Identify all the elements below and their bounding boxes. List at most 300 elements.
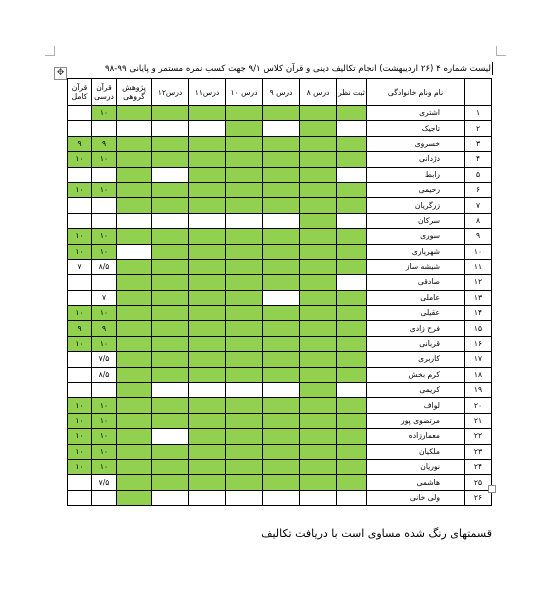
cell-quran-kamel[interactable]: [68, 383, 92, 398]
cell-sabt-nazar[interactable]: [337, 182, 367, 197]
cell-dars11[interactable]: [189, 413, 226, 428]
table-row: [68, 213, 492, 228]
cell-dars9[interactable]: [263, 352, 300, 367]
cell-dars12[interactable]: [152, 275, 189, 290]
student-name-cell[interactable]: ملکیان: [367, 444, 465, 459]
student-name-cell[interactable]: سرکان: [367, 213, 465, 228]
cell-dars11[interactable]: [189, 106, 226, 121]
cell-sabt-nazar[interactable]: [337, 444, 367, 459]
cell-dars8[interactable]: [300, 106, 337, 121]
table-row: [68, 106, 492, 121]
student-name-cell[interactable]: لواف: [367, 398, 465, 413]
cell-dars9[interactable]: [263, 429, 300, 444]
cell-quran-kamel[interactable]: ۱۰: [68, 182, 92, 197]
cell-dars9[interactable]: [263, 398, 300, 413]
row-number-cell[interactable]: ۱۲: [465, 275, 492, 290]
cell-sabt-nazar[interactable]: [337, 352, 367, 367]
cell-sabt-nazar[interactable]: [337, 275, 367, 290]
student-name-cell[interactable]: تاجیک: [367, 121, 465, 136]
cell-dars8[interactable]: [300, 121, 337, 136]
cell-sabt-nazar[interactable]: [337, 152, 367, 167]
cell-dars11[interactable]: [189, 259, 226, 274]
cell-dars12[interactable]: [152, 106, 189, 121]
cell-quran-kamel[interactable]: [68, 213, 92, 228]
cell-quran-kamel[interactable]: ۹: [68, 321, 92, 336]
student-name-cell[interactable]: ولی خانی: [367, 490, 465, 505]
cell-dars12[interactable]: [152, 352, 189, 367]
table-move-handle-icon[interactable]: ✥: [54, 67, 67, 80]
cell-pazhuhesh[interactable]: [117, 121, 152, 136]
cell-dars11[interactable]: [189, 367, 226, 382]
cell-pazhuhesh[interactable]: [117, 490, 152, 505]
student-name-cell[interactable]: نوریان: [367, 459, 465, 474]
cell-dars10[interactable]: [226, 352, 263, 367]
row-number-cell[interactable]: ۱۶: [465, 336, 492, 351]
cell-pazhuhesh[interactable]: [117, 136, 152, 151]
assignments-table[interactable]: [67, 78, 492, 506]
cell-quran-darsi[interactable]: ۷/۵: [92, 475, 117, 490]
cell-dars9[interactable]: [263, 259, 300, 274]
row-number-cell[interactable]: ۲۶: [465, 490, 492, 505]
cell-dars11[interactable]: [189, 198, 226, 213]
cell-sabt-nazar[interactable]: [337, 306, 367, 321]
cell-quran-kamel[interactable]: [68, 352, 92, 367]
cell-dars8[interactable]: [300, 459, 337, 474]
cell-dars10[interactable]: [226, 259, 263, 274]
cell-dars12[interactable]: [152, 229, 189, 244]
cell-pazhuhesh[interactable]: [117, 475, 152, 490]
cell-pazhuhesh[interactable]: [117, 459, 152, 474]
cell-pazhuhesh[interactable]: [117, 106, 152, 121]
cell-quran-kamel[interactable]: ۱۰: [68, 429, 92, 444]
row-number-cell[interactable]: ۱۸: [465, 367, 492, 382]
cell-dars9[interactable]: [263, 336, 300, 351]
cell-quran-darsi[interactable]: ۱۰: [92, 182, 117, 197]
cell-dars8[interactable]: [300, 475, 337, 490]
cell-dars9[interactable]: [263, 275, 300, 290]
row-number-cell[interactable]: ۶: [465, 182, 492, 197]
row-number-cell[interactable]: ۹: [465, 229, 492, 244]
student-name-cell[interactable]: خسروی: [367, 136, 465, 151]
cell-quran-darsi[interactable]: ۱۰: [92, 106, 117, 121]
cell-dars11[interactable]: [189, 136, 226, 151]
row-number-cell[interactable]: ۲۱: [465, 413, 492, 428]
cell-pazhuhesh[interactable]: [117, 198, 152, 213]
cell-quran-darsi[interactable]: [92, 490, 117, 505]
cell-sabt-nazar[interactable]: [337, 490, 367, 505]
row-number-cell[interactable]: ۲۲: [465, 429, 492, 444]
cell-dars9[interactable]: [263, 383, 300, 398]
cell-dars12[interactable]: [152, 244, 189, 259]
legend-note[interactable]: قسمتهای رنگ شده مساوی است با دریافت تکالیف: [261, 527, 492, 540]
student-name-cell[interactable]: هاشمی: [367, 475, 465, 490]
cell-dars11[interactable]: [189, 306, 226, 321]
cell-dars8[interactable]: [300, 152, 337, 167]
row-number-cell[interactable]: ۷: [465, 198, 492, 213]
cell-quran-darsi[interactable]: ۱۰: [92, 244, 117, 259]
cell-quran-kamel[interactable]: [68, 490, 92, 505]
cell-quran-darsi[interactable]: ۱۰: [92, 413, 117, 428]
cell-quran-kamel[interactable]: [68, 475, 92, 490]
table-row: [68, 367, 492, 382]
cell-dars10[interactable]: [226, 321, 263, 336]
cell-dars12[interactable]: [152, 136, 189, 151]
cell-dars8[interactable]: [300, 413, 337, 428]
cell-dars10[interactable]: [226, 398, 263, 413]
cell-dars8[interactable]: [300, 136, 337, 151]
cell-dars10[interactable]: [226, 459, 263, 474]
row-number-cell[interactable]: ۱۰: [465, 244, 492, 259]
cell-dars10[interactable]: [226, 198, 263, 213]
cell-sabt-nazar[interactable]: [337, 321, 367, 336]
cell-quran-kamel[interactable]: [68, 121, 92, 136]
cell-sabt-nazar[interactable]: [337, 429, 367, 444]
cell-dars12[interactable]: [152, 429, 189, 444]
row-number-cell[interactable]: ۲۰: [465, 398, 492, 413]
row-number-cell[interactable]: ۵: [465, 167, 492, 182]
cell-dars12[interactable]: [152, 475, 189, 490]
cell-dars12[interactable]: [152, 152, 189, 167]
cell-dars10[interactable]: [226, 336, 263, 351]
cell-pazhuhesh[interactable]: [117, 182, 152, 197]
student-name-cell[interactable]: قربانی: [367, 336, 465, 351]
cell-dars8[interactable]: [300, 398, 337, 413]
cell-dars12[interactable]: [152, 290, 189, 305]
cell-dars10[interactable]: [226, 290, 263, 305]
cell-dars9[interactable]: [263, 244, 300, 259]
cell-pazhuhesh[interactable]: [117, 429, 152, 444]
student-name-cell[interactable]: زرگریان: [367, 198, 465, 213]
cell-dars8[interactable]: [300, 290, 337, 305]
row-number-cell[interactable]: ۳: [465, 136, 492, 151]
cell-pazhuhesh[interactable]: [117, 229, 152, 244]
cell-pazhuhesh[interactable]: [117, 152, 152, 167]
cell-dars8[interactable]: [300, 429, 337, 444]
cell-dars8[interactable]: [300, 182, 337, 197]
cell-quran-kamel[interactable]: ۱۰: [68, 229, 92, 244]
cell-dars9[interactable]: [263, 152, 300, 167]
cell-dars8[interactable]: [300, 321, 337, 336]
cell-dars11[interactable]: [189, 429, 226, 444]
cell-sabt-nazar[interactable]: [337, 367, 367, 382]
cell-sabt-nazar[interactable]: [337, 106, 367, 121]
cell-pazhuhesh[interactable]: [117, 244, 152, 259]
cell-dars9[interactable]: [263, 106, 300, 121]
cell-quran-darsi[interactable]: ۱۰: [92, 306, 117, 321]
cell-dars11[interactable]: [189, 490, 226, 505]
cell-dars10[interactable]: [226, 475, 263, 490]
cell-dars8[interactable]: [300, 229, 337, 244]
cell-dars11[interactable]: [189, 244, 226, 259]
cell-pazhuhesh[interactable]: [117, 259, 152, 274]
cell-quran-kamel[interactable]: ۱۰: [68, 398, 92, 413]
cell-pazhuhesh[interactable]: [117, 306, 152, 321]
cell-dars8[interactable]: [300, 167, 337, 182]
row-number-cell[interactable]: ۱۴: [465, 306, 492, 321]
cell-sabt-nazar[interactable]: [337, 413, 367, 428]
cell-dars11[interactable]: [189, 275, 226, 290]
cell-dars12[interactable]: [152, 213, 189, 228]
cell-dars11[interactable]: [189, 383, 226, 398]
table-row: [68, 244, 492, 259]
cell-dars11[interactable]: [189, 459, 226, 474]
table-row: [68, 398, 492, 413]
cell-pazhuhesh[interactable]: [117, 398, 152, 413]
table-resize-handle[interactable]: [488, 485, 496, 493]
student-name-cell[interactable]: عقیلی: [367, 306, 465, 321]
cell-quran-kamel[interactable]: ۱۰: [68, 459, 92, 474]
cell-dars10[interactable]: [226, 275, 263, 290]
row-number-cell[interactable]: ۱۹: [465, 383, 492, 398]
cell-quran-kamel[interactable]: ۱۰: [68, 336, 92, 351]
cell-quran-kamel[interactable]: [68, 198, 92, 213]
cell-dars8[interactable]: [300, 198, 337, 213]
row-number-cell[interactable]: ۲۳: [465, 444, 492, 459]
cell-dars9[interactable]: [263, 367, 300, 382]
cell-dars11[interactable]: [189, 152, 226, 167]
cell-dars10[interactable]: [226, 136, 263, 151]
cell-dars10[interactable]: [226, 490, 263, 505]
page-margin-corner-top-left: [45, 46, 55, 56]
cell-quran-darsi[interactable]: ۱۰: [92, 152, 117, 167]
cell-dars11[interactable]: [189, 213, 226, 228]
cell-quran-darsi[interactable]: ۱۰: [92, 444, 117, 459]
cell-dars8[interactable]: [300, 367, 337, 382]
cell-quran-darsi[interactable]: ۱۰: [92, 336, 117, 351]
cell-quran-kamel[interactable]: ۷: [68, 259, 92, 274]
cell-quran-kamel[interactable]: [68, 275, 92, 290]
cell-dars12[interactable]: [152, 459, 189, 474]
cell-dars11[interactable]: [189, 398, 226, 413]
student-name-cell[interactable]: شیشه ساز: [367, 259, 465, 274]
cell-quran-darsi[interactable]: [92, 383, 117, 398]
student-name-cell[interactable]: مرتضوی پور: [367, 413, 465, 428]
cell-dars12[interactable]: [152, 398, 189, 413]
cell-pazhuhesh[interactable]: [117, 413, 152, 428]
cell-quran-darsi[interactable]: [92, 167, 117, 182]
student-name-cell[interactable]: شهریاری: [367, 244, 465, 259]
row-number-cell[interactable]: ۲۴: [465, 459, 492, 474]
cell-dars12[interactable]: [152, 367, 189, 382]
cell-quran-darsi[interactable]: [92, 275, 117, 290]
cell-dars8[interactable]: [300, 490, 337, 505]
cell-dars10[interactable]: [226, 383, 263, 398]
cell-dars10[interactable]: [226, 444, 263, 459]
cell-dars12[interactable]: [152, 336, 189, 351]
student-name-cell[interactable]: سوری: [367, 229, 465, 244]
cell-dars9[interactable]: [263, 490, 300, 505]
cell-quran-darsi[interactable]: [92, 121, 117, 136]
cell-sabt-nazar[interactable]: [337, 121, 367, 136]
cell-dars10[interactable]: [226, 106, 263, 121]
cell-dars8[interactable]: [300, 336, 337, 351]
cell-quran-kamel[interactable]: [68, 106, 92, 121]
row-number-cell[interactable]: ۱: [465, 106, 492, 121]
cell-dars9[interactable]: [263, 136, 300, 151]
cell-dars9[interactable]: [263, 413, 300, 428]
cell-pazhuhesh[interactable]: [117, 213, 152, 228]
cell-dars12[interactable]: [152, 321, 189, 336]
cell-sabt-nazar[interactable]: [337, 259, 367, 274]
cell-dars10[interactable]: [226, 367, 263, 382]
row-number-cell[interactable]: ۲۵: [465, 475, 492, 490]
cell-dars12[interactable]: [152, 182, 189, 197]
student-name-cell[interactable]: کریمی: [367, 383, 465, 398]
cell-dars11[interactable]: [189, 167, 226, 182]
cell-sabt-nazar[interactable]: [337, 198, 367, 213]
cell-dars11[interactable]: [189, 444, 226, 459]
cell-quran-darsi[interactable]: ۱۰: [92, 229, 117, 244]
cell-quran-darsi[interactable]: [92, 198, 117, 213]
student-name-cell[interactable]: دژدانی: [367, 152, 465, 167]
cell-pazhuhesh[interactable]: [117, 275, 152, 290]
student-name-cell[interactable]: معمارزاده: [367, 429, 465, 444]
cell-dars8[interactable]: [300, 306, 337, 321]
cell-dars10[interactable]: [226, 244, 263, 259]
cell-quran-darsi[interactable]: [92, 213, 117, 228]
cell-dars11[interactable]: [189, 321, 226, 336]
cell-sabt-nazar[interactable]: [337, 229, 367, 244]
cell-quran-kamel[interactable]: ۹: [68, 136, 92, 151]
cell-dars9[interactable]: [263, 167, 300, 182]
cell-dars9[interactable]: [263, 459, 300, 474]
row-number-cell[interactable]: ۸: [465, 213, 492, 228]
cell-quran-darsi[interactable]: ۸/۵: [92, 259, 117, 274]
cell-dars8[interactable]: [300, 352, 337, 367]
table-row: [68, 229, 492, 244]
cell-quran-darsi[interactable]: ۸/۵: [92, 367, 117, 382]
cell-sabt-nazar[interactable]: [337, 398, 367, 413]
cell-dars9[interactable]: [263, 121, 300, 136]
cell-dars8[interactable]: [300, 259, 337, 274]
student-name-cell[interactable]: کرم بخش: [367, 367, 465, 382]
cell-pazhuhesh[interactable]: [117, 383, 152, 398]
cell-dars9[interactable]: [263, 182, 300, 197]
cell-quran-kamel[interactable]: ۱۰: [68, 444, 92, 459]
cell-dars8[interactable]: [300, 244, 337, 259]
cell-dars9[interactable]: [263, 321, 300, 336]
cell-quran-kamel[interactable]: ۱۰: [68, 306, 92, 321]
cell-dars9[interactable]: [263, 290, 300, 305]
cell-sabt-nazar[interactable]: [337, 336, 367, 351]
student-name-cell[interactable]: کاربری: [367, 352, 465, 367]
cell-dars12[interactable]: [152, 413, 189, 428]
cell-dars12[interactable]: [152, 306, 189, 321]
cell-dars11[interactable]: [189, 121, 226, 136]
cell-quran-kamel[interactable]: ۱۰: [68, 244, 92, 259]
cell-dars8[interactable]: [300, 444, 337, 459]
cell-dars8[interactable]: [300, 275, 337, 290]
cell-dars12[interactable]: [152, 167, 189, 182]
cell-quran-kamel[interactable]: ۱۰: [68, 413, 92, 428]
cell-pazhuhesh[interactable]: [117, 336, 152, 351]
cell-pazhuhesh[interactable]: [117, 290, 152, 305]
row-number-cell[interactable]: ۱۵: [465, 321, 492, 336]
cell-dars9[interactable]: [263, 198, 300, 213]
cell-dars9[interactable]: [263, 306, 300, 321]
student-name-cell[interactable]: رابط: [367, 167, 465, 182]
cell-sabt-nazar[interactable]: [337, 244, 367, 259]
cell-pazhuhesh[interactable]: [117, 321, 152, 336]
cell-dars11[interactable]: [189, 352, 226, 367]
cell-dars12[interactable]: [152, 259, 189, 274]
cell-dars12[interactable]: [152, 121, 189, 136]
cell-dars9[interactable]: [263, 444, 300, 459]
cell-pazhuhesh[interactable]: [117, 352, 152, 367]
student-name-cell[interactable]: صادقی: [367, 275, 465, 290]
cell-dars12[interactable]: [152, 198, 189, 213]
header-dars-12: درس۱۲: [152, 79, 189, 106]
row-number-cell[interactable]: ۱۳: [465, 290, 492, 305]
student-name-cell[interactable]: فرح زادی: [367, 321, 465, 336]
cell-dars10[interactable]: [226, 306, 263, 321]
cell-dars10[interactable]: [226, 121, 263, 136]
row-number-cell[interactable]: ۴: [465, 152, 492, 167]
cell-dars11[interactable]: [189, 229, 226, 244]
student-name-cell[interactable]: اشتری: [367, 106, 465, 121]
student-name-cell[interactable]: عاملی: [367, 290, 465, 305]
row-number-cell[interactable]: ۲: [465, 121, 492, 136]
cell-sabt-nazar[interactable]: [337, 459, 367, 474]
cell-dars10[interactable]: [226, 429, 263, 444]
cell-dars9[interactable]: [263, 475, 300, 490]
cell-quran-darsi[interactable]: ۷: [92, 290, 117, 305]
cell-dars10[interactable]: [226, 182, 263, 197]
cell-quran-darsi[interactable]: ۱۰: [92, 429, 117, 444]
cell-dars9[interactable]: [263, 213, 300, 228]
cell-dars12[interactable]: [152, 383, 189, 398]
cell-sabt-nazar[interactable]: [337, 136, 367, 151]
cell-dars12[interactable]: [152, 444, 189, 459]
cell-quran-kamel[interactable]: [68, 367, 92, 382]
document-title[interactable]: لیست شماره ۴ (۲۶ اردیبهشت) انجام تکالیف دینی و قرآن کلاس ۹/۱ جهت کسب نمره مستمر و پایانی ۹۹-۹۸: [105, 64, 491, 74]
cell-quran-kamel[interactable]: [68, 167, 92, 182]
row-number-cell[interactable]: ۱۷: [465, 352, 492, 367]
cell-dars10[interactable]: [226, 413, 263, 428]
cell-pazhuhesh[interactable]: [117, 167, 152, 182]
cell-quran-darsi[interactable]: ۱۰: [92, 459, 117, 474]
cell-dars10[interactable]: [226, 152, 263, 167]
cell-dars11[interactable]: [189, 336, 226, 351]
cell-sabt-nazar[interactable]: [337, 290, 367, 305]
cell-dars10[interactable]: [226, 213, 263, 228]
cell-sabt-nazar[interactable]: [337, 167, 367, 182]
cell-quran-darsi[interactable]: ۷/۵: [92, 352, 117, 367]
cell-dars10[interactable]: [226, 229, 263, 244]
cell-quran-kamel[interactable]: [68, 290, 92, 305]
cell-dars9[interactable]: [263, 229, 300, 244]
student-name-cell[interactable]: رحیمی: [367, 182, 465, 197]
cell-dars8[interactable]: [300, 213, 337, 228]
cell-dars11[interactable]: [189, 182, 226, 197]
cell-dars11[interactable]: [189, 290, 226, 305]
cell-quran-darsi[interactable]: ۱۰: [92, 398, 117, 413]
cell-pazhuhesh[interactable]: [117, 444, 152, 459]
table-row: [68, 352, 492, 367]
row-number-cell[interactable]: ۱۱: [465, 259, 492, 274]
cell-sabt-nazar[interactable]: [337, 213, 367, 228]
cell-pazhuhesh[interactable]: [117, 367, 152, 382]
cell-quran-darsi[interactable]: ۹: [92, 136, 117, 151]
cell-dars10[interactable]: [226, 167, 263, 182]
cell-quran-kamel[interactable]: ۱۰: [68, 152, 92, 167]
cell-sabt-nazar[interactable]: [337, 475, 367, 490]
cell-dars8[interactable]: [300, 383, 337, 398]
cell-sabt-nazar[interactable]: [337, 383, 367, 398]
cell-dars12[interactable]: [152, 490, 189, 505]
cell-dars11[interactable]: [189, 475, 226, 490]
cell-quran-darsi[interactable]: ۹: [92, 321, 117, 336]
